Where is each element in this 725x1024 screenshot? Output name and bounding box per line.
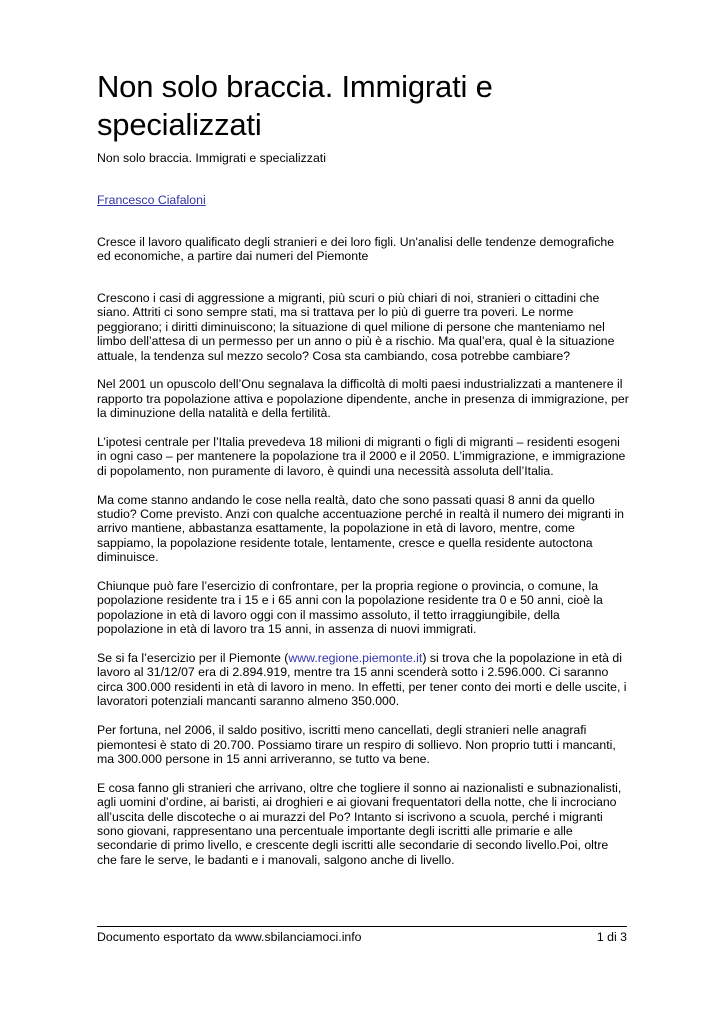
footer-divider [97,926,627,927]
paragraph: Crescono i casi di aggressione a migranti, più scuri o più chiari di noi, stranieri o cittadini che siano. Attriti ci sono sempre stati, ma si trattava per lo più di guerre tra poveri. Le norme peggiorano; i diritti diminuiscono; la situazione di quel milione di persone che manteniamo nel limbo dell’attesa di un permesso per un anno o più è a rischio. Ma qual’era, qual è la situazione attuale, la tendenza sul mezzo secolo? Cosa sta cambiando, cosa potrebbe cambiare? [97,291,615,363]
paragraph-text: Se si fa l’esercizio per il Piemonte ( [97,651,289,666]
paragraph: Chiunque può fare l’esercizio di confrontare, per la propria regione o provincia, o comune, la popolazione residente tra i 15 e i 65 anni con la popolazione residente tra 0 e 50 anni, cioè la popolazione in età di lavoro oggi con il massimo assoluto, il tetto irraggiungibile, della popolazione in età di lavoro tra 15 anni, in assenza di nuovi immigrati. [97,579,603,637]
paragraph [97,651,629,709]
paragraph: E cosa fanno gli stranieri che arrivano, oltre che togliere il sonno ai nazionalisti e subnazionalisti, agli uomini d’ordine, ai baristi, ai droghieri e ai giovani frequentatori della notte, che li incrociano all’uscita delle discoteche o ai murazzi del Po? Intanto si iscrivono a scuola, perché i migranti sono giovani, rappresentano una percentuale importante degli iscritti alle primarie e alle secondarie di primo livello, e crescente degli iscritti alle secondarie di secondo livello.Poi, oltre che fare le serve, le badanti e i manovali, salgono anche di livello. [97,780,622,867]
author-link[interactable]: Francesco Ciafaloni [97,193,206,207]
article-body [97,291,629,882]
paragraph-text: ) si trova che la popolazione in età di lavoro al 31/12/07 era di 2.894.919, mentre tra 15 anni scenderà sotto i 2.596.000. Ci saranno circa 300.000 residenti in età di lavoro in meno. In effetti, per tener conto dei morti e delle uscite, i lavoratori potenziali mancanti saranno almeno 350.000. [97,651,627,709]
page-title: Non solo braccia. Immigrati e specializzati [97,69,493,142]
paragraph: Nel 2001 un opuscolo dell’Onu segnalava la difficoltà di molti paesi industrializzati a mantenere il rapporto tra popolazione attiva e popolazione dipendente, anche in presenza di immigrazione, per la diminuzione della natalità e della fertilità. [97,377,629,421]
page-subtitle: Non solo braccia. Immigrati e specializzati [97,151,326,165]
paragraph: Ma come stanno andando le cose nella realtà, dato che sono passati quasi 8 anni da quello studio? Come previsto. Anzi con qualche accentuazione perché in realtà il numero dei migranti in arrivo mantiene, abbastanza esattamente, la popolazione in età di lavoro, mentre, come sappiamo, la popolazione residente totale, lentamente, cresce e quella residente autoctona diminuisce. [97,492,625,565]
paragraph: Per fortuna, nel 2006, il saldo positivo, iscritti meno cancellati, degli stranieri nelle anagrafi piemontesi è stato di 20.700. Possiamo tirare un respiro di sollievo. Non proprio tutti i mancanti, ma 300.000 persone in 15 anni arriveranno, se tutto va bene. [97,723,616,766]
page-number: 1 di 3 [596,930,627,944]
paragraph: L’ipotesi centrale per l’Italia prevedeva 18 milioni di migranti o figli di migranti – residenti esogeni in ogni caso – per mantenere la popolazione tra il 2000 e il 2050. L’immigrazione, e immigrazione di popolamento, non puramente di lavoro, è quindi una necessità assoluta dell’Italia. [97,435,626,478]
footer-source: Documento esportato da www.sbilanciamoci.info [97,930,362,944]
article-lead: Cresce il lavoro qualificato degli stranieri e dei loro figli. Un'analisi delle tendenze demografiche ed economiche, a partire dai numeri del Piemonte [97,235,615,264]
regione-piemonte-link[interactable]: www.regione.piemonte.it [288,651,423,666]
